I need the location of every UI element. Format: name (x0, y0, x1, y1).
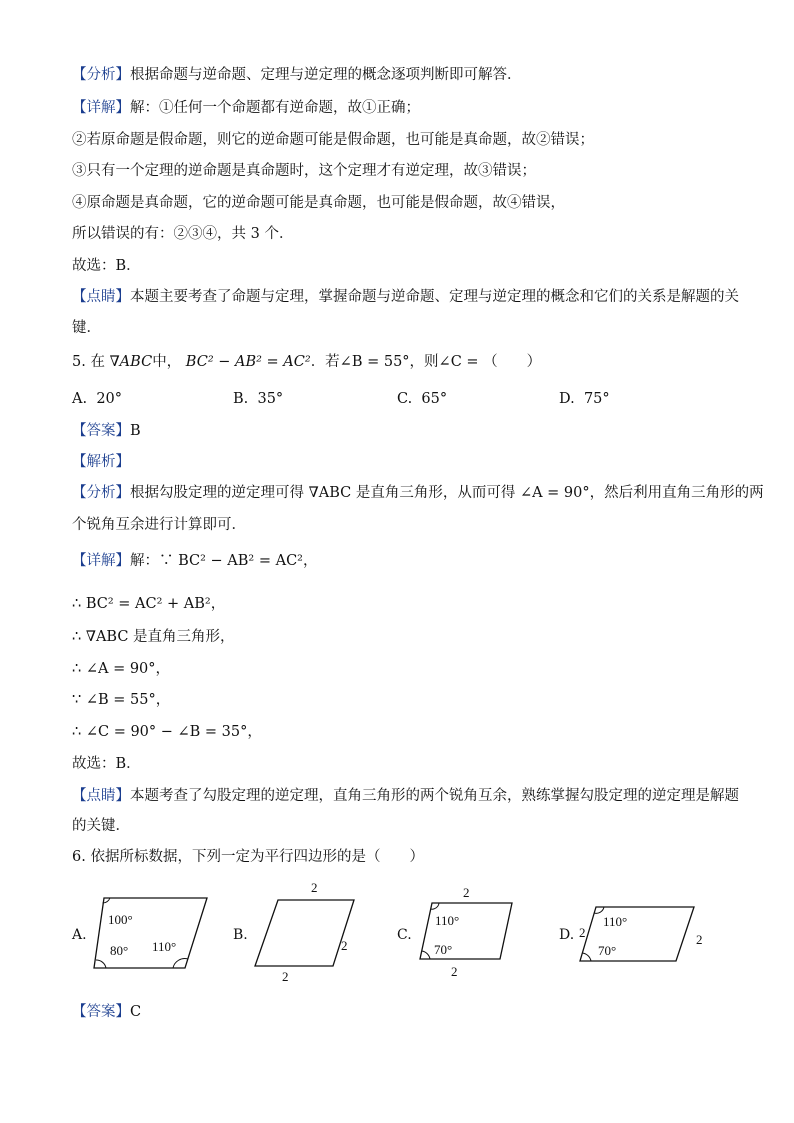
q5-stem-suffix: ．若∠B = 55°，则∠C = （ ） (310, 354, 542, 370)
fig-b-top-label: 2 (311, 880, 318, 895)
analysis-tag: 【分析】 (72, 67, 130, 83)
option-value: 75° (583, 391, 610, 407)
q4-detail-5: 所以错误的有：②③④，共 3 个． (72, 226, 294, 242)
q4-detail-2: ②若原命题是假命题，则它的逆命题可能是假命题，也可能是真命题，故②错误； (72, 132, 594, 148)
q4-analysis-line (72, 65, 522, 85)
analysis-text: 根据命题与逆命题、定理与逆定理的概念逐项判断即可解答． (130, 67, 522, 83)
q5-comment-cont: 的关键． (72, 818, 130, 834)
detail-step-1: 解：∵ BC² − AB² = AC²， (130, 553, 318, 569)
answer-value: C (130, 1004, 142, 1020)
fig-c-angle-tl: 110° (435, 913, 460, 928)
fig-c-letter: C. (397, 927, 412, 943)
option-letter: A. (72, 391, 88, 407)
q5-step-2: ∴ BC² = AC² + AB²， (72, 596, 226, 612)
fig-d-letter: D. (559, 927, 575, 943)
option-value: 20° (96, 391, 123, 407)
q5-step-4: ∴ ∠A = 90°， (72, 661, 171, 677)
q4-comment-cont: 键． (72, 320, 101, 336)
option-letter: C. (397, 391, 413, 407)
fig-a-angle-br: 110° (152, 939, 177, 954)
q5-step-5: ∵ ∠B = 55°， (72, 692, 171, 708)
q5-option-b (233, 389, 283, 409)
q5-stem-mid: 中， (152, 354, 182, 370)
q5-analysis-cont: 个锐角互余进行计算即可． (72, 517, 246, 533)
q5-step-6: ∴ ∠C = 90° − ∠B = 35°， (72, 724, 262, 740)
analysis-text: 根据勾股定理的逆定理可得 ∇ABC 是直角三角形，从而可得 ∠A = 90°，然后利用直角三角形的两 (130, 485, 764, 501)
fig-a-quadrilateral (90, 890, 215, 975)
q5-stem-equation: BC² − AB² = AC² (185, 354, 311, 370)
q5-choice: 故选：B． (72, 756, 141, 772)
q5-stem (72, 352, 541, 372)
option-value: 35° (257, 391, 284, 407)
detail-tag: 【详解】 (72, 100, 130, 116)
fig-d-angle-tl: 110° (603, 914, 628, 929)
comment-text: 本题考查了勾股定理的逆定理，直角三角形的两个锐角互余，熟练掌握勾股定理的逆定理是解题 (130, 788, 739, 804)
detail-tag: 【详解】 (72, 553, 130, 569)
q5-answer-line (72, 421, 141, 441)
q5-jiexi-line (72, 452, 130, 472)
q5-step-3: ∴ ∇ABC 是直角三角形， (72, 629, 235, 645)
option-value: 65° (421, 391, 448, 407)
fig-d-right-label: 2 (696, 932, 703, 947)
q5-stem-prefix: 5. 在 (72, 354, 105, 370)
q6-answer-line (72, 1002, 141, 1022)
q4-choice: 故选：B． (72, 258, 141, 274)
fig-b-quadrilateral (250, 878, 360, 986)
fig-c-angle-bl: 70° (434, 942, 453, 957)
q6-stem: 6. 依据所标数据，下列一定为平行四边形的是（ ） (72, 849, 424, 865)
answer-value: B (130, 423, 141, 439)
fig-c-bottom-label: 2 (451, 964, 458, 979)
comment-text: 本题主要考查了命题与定理，掌握命题与逆命题、定理与逆定理的概念和它们的关系是解题的关 (130, 289, 739, 305)
q5-detail-line (72, 551, 318, 571)
fig-d-angle-bl: 70° (598, 943, 617, 958)
fig-b-right-label: 2 (341, 938, 348, 953)
fig-a-letter: A. (72, 927, 87, 943)
fig-a-angle-bl: 80° (110, 943, 129, 958)
jiexi-tag: 【解析】 (72, 454, 130, 470)
detail-text: 解：①任何一个命题都有逆命题，故①正确； (130, 100, 420, 116)
q5-analysis-line (72, 483, 764, 503)
fig-a-angle-tl: 100° (108, 912, 133, 927)
fig-d-quadrilateral (576, 895, 711, 970)
q5-comment-line (72, 786, 739, 806)
comment-tag: 【点睛】 (72, 788, 130, 804)
q4-detail-3: ③只有一个定理的逆命题是真命题时，这个定理才有逆定理，故③错误； (72, 163, 536, 179)
q4-detail-4: ④原命题是真命题，它的逆命题可能是真命题，也可能是假命题，故④错误， (72, 195, 565, 211)
q4-detail-line (72, 98, 420, 118)
answer-tag: 【答案】 (72, 1004, 130, 1020)
fig-b-bottom-label: 2 (282, 969, 289, 984)
q5-stem-triangle: ∇ABC (109, 354, 153, 370)
q5-option-a (72, 389, 122, 409)
q4-comment-line (72, 287, 739, 307)
fig-b-letter: B. (233, 927, 248, 943)
option-letter: D. (559, 391, 575, 407)
fig-c-top-label: 2 (463, 885, 470, 900)
answer-tag: 【答案】 (72, 423, 130, 439)
q5-option-d (559, 389, 610, 409)
q5-option-c (397, 389, 447, 409)
comment-tag: 【点睛】 (72, 289, 130, 305)
fig-c-quadrilateral (415, 883, 525, 983)
option-letter: B. (233, 391, 249, 407)
analysis-tag: 【分析】 (72, 485, 130, 501)
fig-d-left-label: 2 (579, 925, 586, 940)
